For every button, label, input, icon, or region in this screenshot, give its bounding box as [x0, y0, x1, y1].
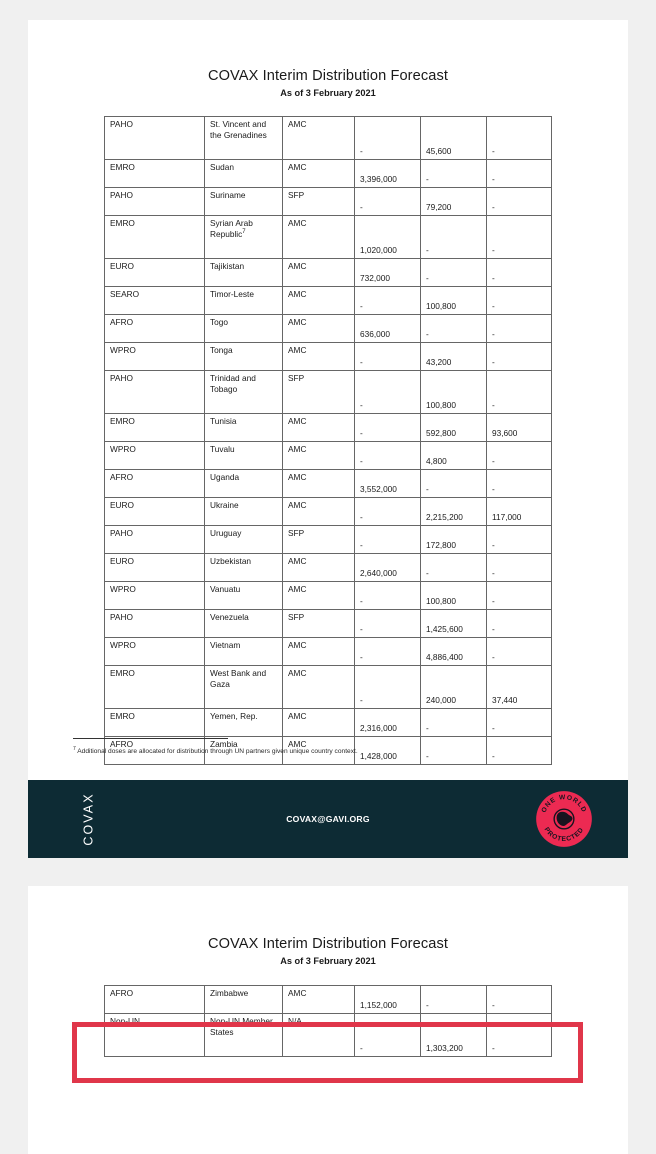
- page-subtitle: As of 3 February 2021: [280, 88, 376, 98]
- cell-country: Vietnam: [205, 638, 283, 666]
- cell-region: AFRO: [105, 315, 205, 343]
- table-row: [105, 1014, 552, 1057]
- cell-amount-2: -: [421, 554, 487, 582]
- cell-amount-3: 117,000: [487, 498, 552, 526]
- cell-participation: SFP: [283, 526, 355, 554]
- cell-amount-1: -: [355, 371, 421, 414]
- cell-participation: SFP: [283, 371, 355, 414]
- cell-amount-3: -: [487, 709, 552, 737]
- page-title: COVAX Interim Distribution Forecast: [207, 68, 449, 84]
- cell-region: PAHO: [105, 188, 205, 216]
- document-page-2: [28, 886, 628, 1154]
- footnote-body: Additional doses are allocated for distribution through UN partners given unique country context.: [77, 748, 358, 755]
- cell-participation: AMC: [283, 216, 355, 259]
- forecast-table-page1: [104, 116, 552, 765]
- cell-amount-2: 4,886,400: [421, 638, 487, 666]
- cell-amount-2: -: [421, 709, 487, 737]
- cell-country: Tunisia: [205, 414, 283, 442]
- cell-region: EMRO: [105, 216, 205, 259]
- cell-amount-1: -: [355, 343, 421, 371]
- cell-amount-3: -: [487, 582, 552, 610]
- cell-country: Tuvalu: [205, 442, 283, 470]
- cell-country: Tonga: [205, 343, 283, 371]
- cell-country: Suriname: [205, 188, 283, 216]
- cell-participation: AMC: [283, 117, 355, 160]
- cell-amount-2: 1,425,600: [421, 610, 487, 638]
- cell-amount-2: 592,800: [421, 414, 487, 442]
- cell-region: Non-UN: [105, 1014, 205, 1057]
- cell-amount-2: -: [421, 737, 487, 765]
- table-row: [105, 287, 552, 315]
- cell-amount-3: -: [487, 315, 552, 343]
- cell-participation: AMC: [283, 287, 355, 315]
- cell-amount-2: 100,800: [421, 582, 487, 610]
- cell-amount-2: 1,303,200: [421, 1014, 487, 1057]
- cell-region: WPRO: [105, 638, 205, 666]
- cell-amount-1: -: [355, 287, 421, 315]
- cell-amount-2: -: [421, 216, 487, 259]
- cell-amount-1: -: [355, 526, 421, 554]
- cell-amount-2: 100,800: [421, 287, 487, 315]
- table-row: [105, 371, 552, 414]
- cell-amount-1: -: [355, 117, 421, 160]
- page-subtitle: As of 3 February 2021: [280, 956, 376, 966]
- table-row: [105, 986, 552, 1014]
- cell-amount-1: 636,000: [355, 315, 421, 343]
- cell-region: WPRO: [105, 442, 205, 470]
- cell-region: AFRO: [105, 470, 205, 498]
- cell-participation: AMC: [283, 554, 355, 582]
- cell-country: St. Vincent and the Grenadines: [205, 117, 283, 160]
- cell-amount-2: -: [421, 986, 487, 1014]
- cell-amount-1: -: [355, 1014, 421, 1057]
- page-footer-band: [28, 780, 628, 858]
- cell-amount-3: 37,440: [487, 666, 552, 709]
- table-row: [105, 498, 552, 526]
- page2-title-block: [28, 886, 628, 966]
- cell-amount-2: -: [421, 315, 487, 343]
- cell-amount-3: -: [487, 216, 552, 259]
- cell-region: PAHO: [105, 526, 205, 554]
- table-row: [105, 414, 552, 442]
- cell-amount-3: -: [487, 259, 552, 287]
- cell-amount-1: 732,000: [355, 259, 421, 287]
- cell-participation: AMC: [283, 442, 355, 470]
- table-row: [105, 638, 552, 666]
- footer-email-address[interactable]: COVAX@GAVI.ORG: [286, 814, 370, 824]
- page1-title-block: [28, 20, 628, 98]
- table-row: [105, 470, 552, 498]
- cell-amount-1: -: [355, 498, 421, 526]
- cell-amount-2: -: [421, 160, 487, 188]
- table-row: [105, 526, 552, 554]
- cell-amount-2: 2,215,200: [421, 498, 487, 526]
- cell-amount-1: 1,152,000: [355, 986, 421, 1014]
- cell-amount-3: -: [487, 526, 552, 554]
- cell-amount-2: 43,200: [421, 343, 487, 371]
- cell-participation: AMC: [283, 666, 355, 709]
- cell-region: WPRO: [105, 582, 205, 610]
- cell-amount-2: 79,200: [421, 188, 487, 216]
- cell-participation: AMC: [283, 986, 355, 1014]
- cell-amount-3: -: [487, 442, 552, 470]
- cell-region: PAHO: [105, 117, 205, 160]
- cell-country: Zambia: [205, 737, 283, 765]
- cell-country: Tajikistan: [205, 259, 283, 287]
- cell-amount-3: -: [487, 287, 552, 315]
- cell-region: EMRO: [105, 666, 205, 709]
- cell-amount-3: -: [487, 554, 552, 582]
- cell-amount-2: 100,800: [421, 371, 487, 414]
- cell-region: SEARO: [105, 287, 205, 315]
- cell-amount-1: 3,552,000: [355, 470, 421, 498]
- cell-region: PAHO: [105, 610, 205, 638]
- cell-amount-1: 2,640,000: [355, 554, 421, 582]
- cell-region: AFRO: [105, 737, 205, 765]
- cell-participation: AMC: [283, 709, 355, 737]
- cell-participation: AMC: [283, 259, 355, 287]
- cell-amount-3: -: [487, 117, 552, 160]
- cell-amount-1: -: [355, 582, 421, 610]
- cell-participation: AMC: [283, 470, 355, 498]
- cell-amount-1: 2,316,000: [355, 709, 421, 737]
- cell-amount-3: -: [487, 188, 552, 216]
- cell-country: Syrian Arab Republic$^7$: [205, 216, 283, 259]
- table-row: [105, 259, 552, 287]
- cell-participation: AMC: [283, 315, 355, 343]
- cell-amount-3: -: [487, 470, 552, 498]
- covax-wordmark: COVAX: [81, 792, 96, 846]
- cell-country: Yemen, Rep.: [205, 709, 283, 737]
- cell-country: West Bank and Gaza: [205, 666, 283, 709]
- table-row: [105, 554, 552, 582]
- cell-amount-3: -: [487, 160, 552, 188]
- cell-amount-1: -: [355, 414, 421, 442]
- cell-country: Sudan: [205, 160, 283, 188]
- table-row: [105, 160, 552, 188]
- cell-region: PAHO: [105, 371, 205, 414]
- cell-participation: SFP: [283, 610, 355, 638]
- forecast-table-page2: [104, 985, 552, 1057]
- cell-amount-2: 172,800: [421, 526, 487, 554]
- cell-amount-3: -: [487, 371, 552, 414]
- table-row: [105, 188, 552, 216]
- cell-region: EURO: [105, 554, 205, 582]
- cell-amount-3: -: [487, 1014, 552, 1057]
- cell-amount-1: -: [355, 666, 421, 709]
- cell-country: Uzbekistan: [205, 554, 283, 582]
- cell-amount-3: -: [487, 986, 552, 1014]
- table-row: [105, 610, 552, 638]
- cell-region: EURO: [105, 259, 205, 287]
- cell-country: Venezuela: [205, 610, 283, 638]
- cell-participation: AMC: [283, 582, 355, 610]
- cell-participation: AMC: [283, 160, 355, 188]
- cell-amount-3: 93,600: [487, 414, 552, 442]
- footnote-divider: [73, 738, 228, 739]
- cell-country: Uganda: [205, 470, 283, 498]
- cell-country: Timor-Leste: [205, 287, 283, 315]
- cell-amount-1: 3,396,000: [355, 160, 421, 188]
- table-row: [105, 442, 552, 470]
- badge-top-text: ONE WORLD: [540, 794, 588, 814]
- table-row: [105, 117, 552, 160]
- cell-region: AFRO: [105, 986, 205, 1014]
- cell-amount-2: 45,600: [421, 117, 487, 160]
- cell-participation: N/A: [283, 1014, 355, 1057]
- table-row: [105, 216, 552, 259]
- cell-participation: AMC: [283, 498, 355, 526]
- cell-country: Zimbabwe: [205, 986, 283, 1014]
- badge-bottom-text: PROTECTED: [542, 826, 586, 844]
- cell-region: EMRO: [105, 414, 205, 442]
- forecast-table-body: [105, 986, 552, 1057]
- cell-amount-2: 4,800: [421, 442, 487, 470]
- forecast-table-body: [105, 117, 552, 765]
- cell-amount-2: -: [421, 470, 487, 498]
- cell-amount-2: 240,000: [421, 666, 487, 709]
- cell-country: Trinidad and Tobago: [205, 371, 283, 414]
- footnote-marker: 7: [73, 745, 76, 752]
- cell-participation: SFP: [283, 188, 355, 216]
- cell-country: Vanuatu: [205, 582, 283, 610]
- cell-amount-2: -: [421, 259, 487, 287]
- cell-amount-1: -: [355, 638, 421, 666]
- page-title: COVAX Interim Distribution Forecast: [207, 936, 449, 952]
- cell-amount-3: -: [487, 610, 552, 638]
- cell-participation: AMC: [283, 343, 355, 371]
- cell-country: Togo: [205, 315, 283, 343]
- footnote-text: [73, 745, 593, 757]
- cell-region: EMRO: [105, 160, 205, 188]
- cell-region: EURO: [105, 498, 205, 526]
- document-page-1: [28, 20, 628, 858]
- cell-amount-3: -: [487, 737, 552, 765]
- cell-country: Uruguay: [205, 526, 283, 554]
- cell-participation: AMC: [283, 414, 355, 442]
- table-row: [105, 582, 552, 610]
- cell-amount-1: -: [355, 188, 421, 216]
- cell-region: WPRO: [105, 343, 205, 371]
- cell-region: EMRO: [105, 709, 205, 737]
- cell-participation: AMC: [283, 638, 355, 666]
- table-row: [105, 666, 552, 709]
- table-row: [105, 709, 552, 737]
- cell-amount-1: 1,428,000: [355, 737, 421, 765]
- cell-country: Ukraine: [205, 498, 283, 526]
- cell-country: Non-UN Member States: [205, 1014, 283, 1057]
- cell-participation: AMC: [283, 737, 355, 765]
- cell-amount-3: -: [487, 638, 552, 666]
- table-row: [105, 343, 552, 371]
- cell-amount-1: -: [355, 442, 421, 470]
- cell-amount-1: 1,020,000: [355, 216, 421, 259]
- table-row: [105, 315, 552, 343]
- cell-amount-1: -: [355, 610, 421, 638]
- one-world-protected-badge: [535, 790, 593, 848]
- footnote-block: [73, 738, 593, 757]
- cell-amount-3: -: [487, 343, 552, 371]
- country-footnote-marker: 7: [242, 228, 246, 235]
